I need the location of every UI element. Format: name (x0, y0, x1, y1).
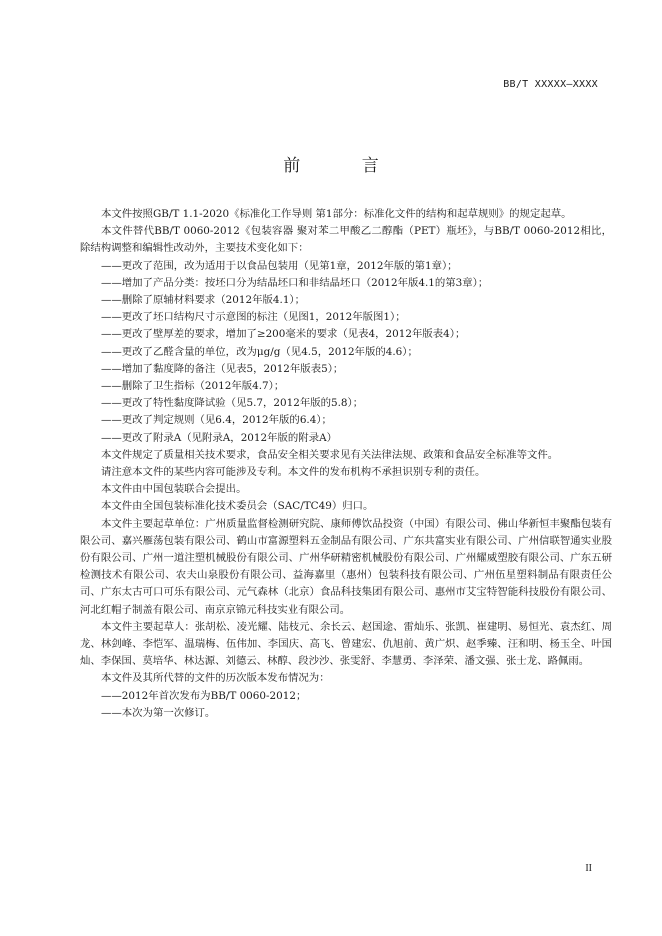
list-item: ——更改了判定规则（见6.4，2012年版的6.4）； (101, 414, 332, 427)
list-item: ——2012年首次发布为BB/T 0060-2012； (101, 689, 307, 702)
list-item: ——增加了黏度降的备注（见表5，2012年版表5）； (101, 362, 344, 375)
list-item: ——更改了坯口结构尺寸示意图的标注（见图1，2012年版图1）； (101, 311, 406, 324)
paragraph-replacement: 本文件替代BB/T 0060-2012《包装容器 聚对苯二甲酸乙二醇酯（PET）瓶坯》，与BB/T 0060-2012相比，除结构调整和编辑性改动外，主要技术变化如下： (80, 225, 612, 255)
list-item: ——更改了特性黏度降试验（见5.7，2012年版的5.8）； (101, 397, 364, 410)
history-list (80, 688, 612, 722)
paragraph-drafting-rules: 本文件按照GB/T 1.1-2020《标准化工作导则 第1部分：标准化文件的结构和起草规则》的规定起草。 (101, 208, 572, 220)
foreword-body (80, 206, 612, 722)
list-item: ——删除了原辅材料要求（2012年版4.1）； (101, 294, 306, 307)
list-item: ——更改了乙醛含量的单位，改为μg/g（见4.5，2012年版的4.6）； (101, 345, 418, 358)
list-item: ——增加了产品分类：按坯口分为结晶坯口和非结晶坯口（2012年版4.1的第3章）； (101, 276, 489, 289)
change-list (80, 258, 612, 447)
page-number: II (585, 863, 592, 874)
list-item: ——更改了附录A（见附录A，2012年版的附录A） (101, 431, 337, 444)
list-item: ——删除了卫生指标（2012年版4.7）； (101, 380, 285, 393)
page-title: 前 言 (283, 156, 407, 176)
paragraph-proposed-by: 本文件由中国包装联合会提出。 (101, 483, 247, 496)
paragraph-history-intro: 本文件及其所代替的文件的历次版本发布情况为： (101, 672, 330, 685)
paragraph-patent: 请注意本文件的某些内容可能涉及专利。本文件的发布机构不承担识别专利的责任。 (101, 466, 486, 479)
list-item: ——更改了壁厚差的要求，增加了≥200毫米的要求（见表4，2012年版表4）； (101, 328, 466, 341)
paragraph-safety: 本文件规定了质量相关技术要求，食品安全相关要求见有关法律法规、政策和食品安全标准等文件。 (101, 448, 559, 461)
paragraph-drafters: 本文件主要起草人：张胡松、凌光耀、陆枝元、余长云、赵国途、雷灿乐、张凯、崔建明、易恒光、袁杰红、周龙、林剑峰、李恺军、温瑞梅、伍伟加、李国庆、高飞、曾建宏、仇旭前、黄广炽、赵季臻、汪和明、杨玉全、叶国灿、李保国、莫培华、林达源、刘德云、林醇、段沙沙、张雯舒、李慧勇、李泽荣、潘文强、张士龙、路佩雨。 (80, 620, 612, 668)
paragraph-centralized-by: 本文件由全国包装标准化技术委员会（SAC/TC49）归口。 (101, 500, 374, 513)
list-item: ——本次为第一次修订。 (101, 706, 216, 719)
list-item: ——更改了范围，改为适用于以食品包装用（见第1章，2012年版的第1章）； (101, 259, 458, 272)
paragraph-drafting-units: 本文件主要起草单位：广州质量监督检测研究院、康师傅饮品投资（中国）有限公司、佛山华新恒丰聚酯包装有限公司、嘉兴雁荡包装有限公司、鹤山市富源塑料五金制品有限公司、广东共富实业有限公司、广州信联智通实业股份有限公司、广州一道注塑机械股份有限公司、广州华研精密机械股份有限公司、广州耀威塑胶有限公司、广东五研检测技术有限公司、农夫山泉股份有限公司、益海嘉里（惠州）包装科技有限公司、广州伍星塑料制品有限责任公司、广东太古可口可乐有限公司、元气森林（北京）食品科技集团有限公司、惠州市艾宝特智能科技股份有限公司、河北红帽子制盖有限公司、南京京锦元科技实业有限公司。 (80, 517, 612, 616)
document-code: BB/T XXXXX—XXXX (503, 79, 598, 90)
